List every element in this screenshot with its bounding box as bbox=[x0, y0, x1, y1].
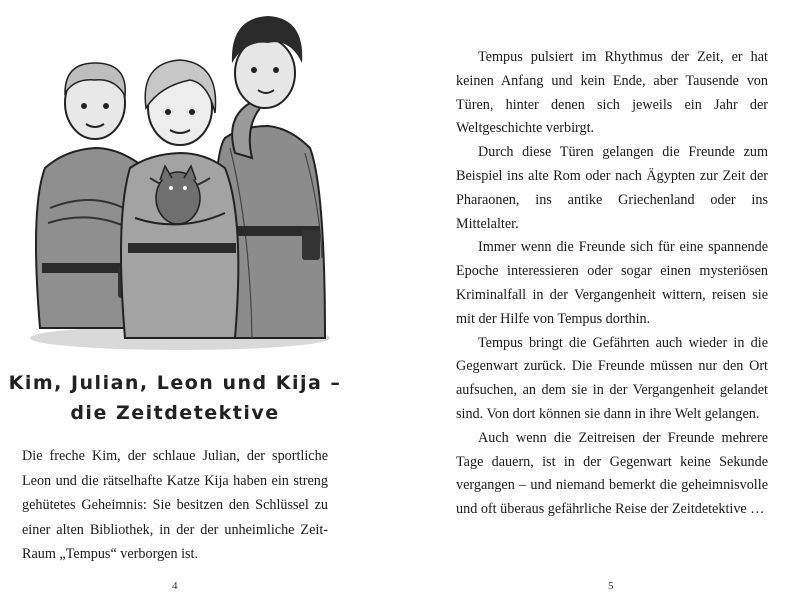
intro-paragraph: Die freche Kim, der schlaue Julian, der sportliche Leon und die rätselhafte Katze Kija haben ein streng gehütetes Geheimnis: Sie besitzen den Schlüssel zu einer alten Bibliothek, in der der unheimliche Zeit-Raum „Tempus“ verborgen ist. bbox=[22, 448, 328, 563]
chapter-title bbox=[0, 368, 350, 428]
paragraph: Immer wenn die Freunde sich für eine spannende Epoche interessieren oder sogar einen mysteriösen Kriminalfall in der Vergangenheit wittern, reisen sie mit der Hilfe von Tempus dorthin. bbox=[456, 239, 768, 327]
page-number-right: 5 bbox=[608, 580, 614, 592]
paragraph: Auch wenn die Zeitreisen der Freunde mehrere Tage dauern, ist in der Gegenwart keine Sekunde vergangen – und niemand bemerkt die geheimnisvolle und oft überaus gefährliche Reise der Zeitdetektive … bbox=[456, 429, 768, 518]
right-page-text bbox=[456, 46, 768, 522]
paragraph: Tempus pulsiert im Rhythmus der Zeit, er hat keinen Anfang und kein Ende, aber Tausende von Türen, hinter denen sich jeweils ein Jahr der Weltgeschichte verbirgt. bbox=[456, 49, 768, 137]
page-number-left: 4 bbox=[172, 580, 178, 592]
characters-illustration bbox=[20, 8, 340, 353]
right-page bbox=[400, 0, 800, 613]
chapter-title-line-2: die Zeitdetektive bbox=[70, 402, 280, 424]
chapter-title-line-1: Kim, Julian, Leon und Kija – bbox=[8, 372, 342, 394]
paragraph: Durch diese Türen gelangen die Freunde zum Beispiel ins alte Rom oder nach Ägypten zur Zeit der Pharaonen, ins antike Griechenland oder ins Mittelalter. bbox=[456, 144, 768, 232]
paragraph: Tempus bringt die Gefährten auch wieder in die Gegenwart zurück. Die Freunde müssen nur den Ort aufsuchen, an dem sie in der Vergangenheit gelandet sind. Von dort können sie dann in ihre Welt gelangen. bbox=[456, 334, 768, 422]
kim-figure bbox=[121, 60, 238, 338]
